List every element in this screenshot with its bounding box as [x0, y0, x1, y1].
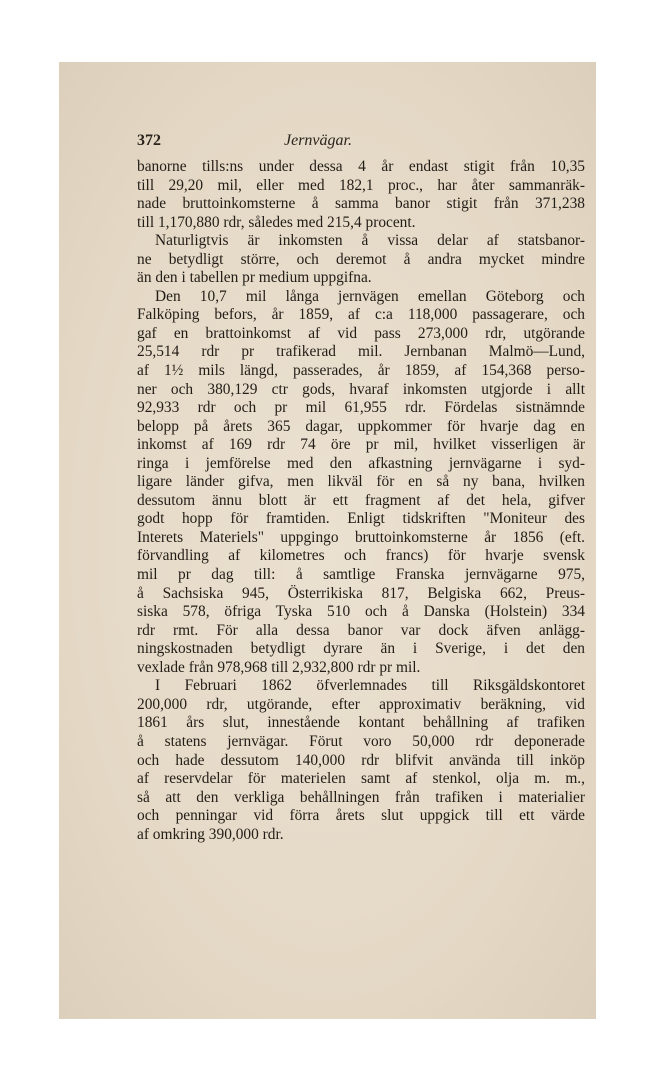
text-line: godt hopp för framtiden. Enligt tidskriften "Moniteur des	[137, 510, 585, 528]
text-line: till 29,20 mil, eller med 182,1 proc., har åter sammanräk-	[137, 176, 585, 194]
text-line: af reservdelar för materielen samt af stenkol, olja m. m.,	[137, 770, 585, 788]
paragraph	[137, 288, 585, 677]
text-line: I Februari 1862 öfverlemnades till Riksgäldskontoret	[155, 677, 585, 695]
text-line: gaf en brattoinkomst af vid pass 273,000 rdr, utgörande	[137, 324, 585, 342]
text-line: 92,933 rdr och pr mil 61,955 rdr. Fördelas sistnämnde	[137, 399, 585, 417]
text-line: siska 578, öfriga Tyska 510 och å Danska (Holstein) 334	[137, 603, 585, 621]
running-title: Jernvägar.	[284, 132, 352, 149]
text-line: 25,514 rdr pr trafikerad mil. Jernbanan Malmö—Lund,	[137, 343, 585, 361]
paragraph	[137, 677, 585, 844]
body-text	[137, 158, 585, 844]
text-line: än den i tabellen pr medium uppgifna.	[137, 269, 372, 287]
text-line: Falköping befors, år 1859, af c:a 118,000 passagerare, och	[137, 306, 585, 324]
text-line: Den 10,7 mil långa jernvägen emellan Göteborg och	[155, 287, 585, 305]
text-line: dessutom ännu blott är ett fragment af det hela, gifver	[137, 491, 585, 509]
text-line: af omkring 390,000 rdr.	[137, 825, 284, 843]
text-line: till 1,170,880 rdr, således med 215,4 procent.	[137, 213, 416, 231]
text-line: förvandling af kilometres och francs) för hvarje svensk	[137, 547, 585, 565]
paragraph	[137, 232, 585, 288]
text-line: så att den verkliga behållningen från trafiken i materialier	[137, 788, 585, 806]
text-line: ningskostnaden betydligt dyrare än i Sverige, i det den	[137, 640, 585, 658]
text-line: ner och 380,129 ctr gods, hvaraf inkomsten utgjorde i allt	[137, 380, 585, 398]
text-line: å Sachsiska 945, Österrikiska 817, Belgiska 662, Preus-	[137, 584, 585, 602]
scanned-page	[59, 62, 596, 1019]
text-line: ne betydligt större, och deremot å andra mycket mindre	[137, 250, 585, 268]
text-line: belopp på årets 365 dagar, uppkommer för hvarje dag en	[137, 417, 585, 435]
running-head	[137, 132, 457, 154]
text-line: rdr rmt. För alla dessa banor var dock äfven anlägg-	[137, 621, 585, 639]
text-line: af 1½ mils längd, passerades, år 1859, af 154,368 perso-	[137, 362, 585, 380]
text-line: mil pr dag till: å samtlige Franska jernvägarne 975,	[137, 566, 585, 584]
text-line: 1861 års slut, innestående kontant behållning af trafiken	[137, 714, 585, 732]
text-line: och penningar vid förra årets slut uppgick till ett värde	[137, 807, 585, 825]
text-line: och hade dessutom 140,000 rdr blifvit använda till inköp	[137, 751, 585, 769]
text-line: å statens jernvägar. Förut voro 50,000 rdr deponerade	[137, 732, 585, 750]
text-line: 200,000 rdr, utgörande, efter approximativ beräkning, vid	[137, 695, 585, 713]
text-line: ligare länder gifva, men likväl för en så ny bana, hvilken	[137, 473, 585, 491]
text-line: inkomst af 169 rdr 74 öre pr mil, hvilket visserligen är	[137, 436, 585, 454]
page-number: 372	[137, 132, 161, 149]
text-line: vexlade från 978,968 till 2,932,800 rdr pr mil.	[137, 658, 421, 676]
text-line: banorne tills:ns under dessa 4 år endast stigit från 10,35	[137, 158, 585, 175]
text-line: nade bruttoinkomsterne å samma banor stigit från 371,238	[137, 195, 585, 213]
text-line: Interets Materiels" uppgingo bruttoinkomsterne år 1856 (eft.	[137, 528, 585, 546]
paragraph	[137, 158, 585, 232]
text-line: Naturligtvis är inkomsten å vissa delar af statsbanor-	[155, 232, 585, 250]
text-line: ringa i jemförelse med den afkastning jernvägarne i syd-	[137, 454, 585, 472]
